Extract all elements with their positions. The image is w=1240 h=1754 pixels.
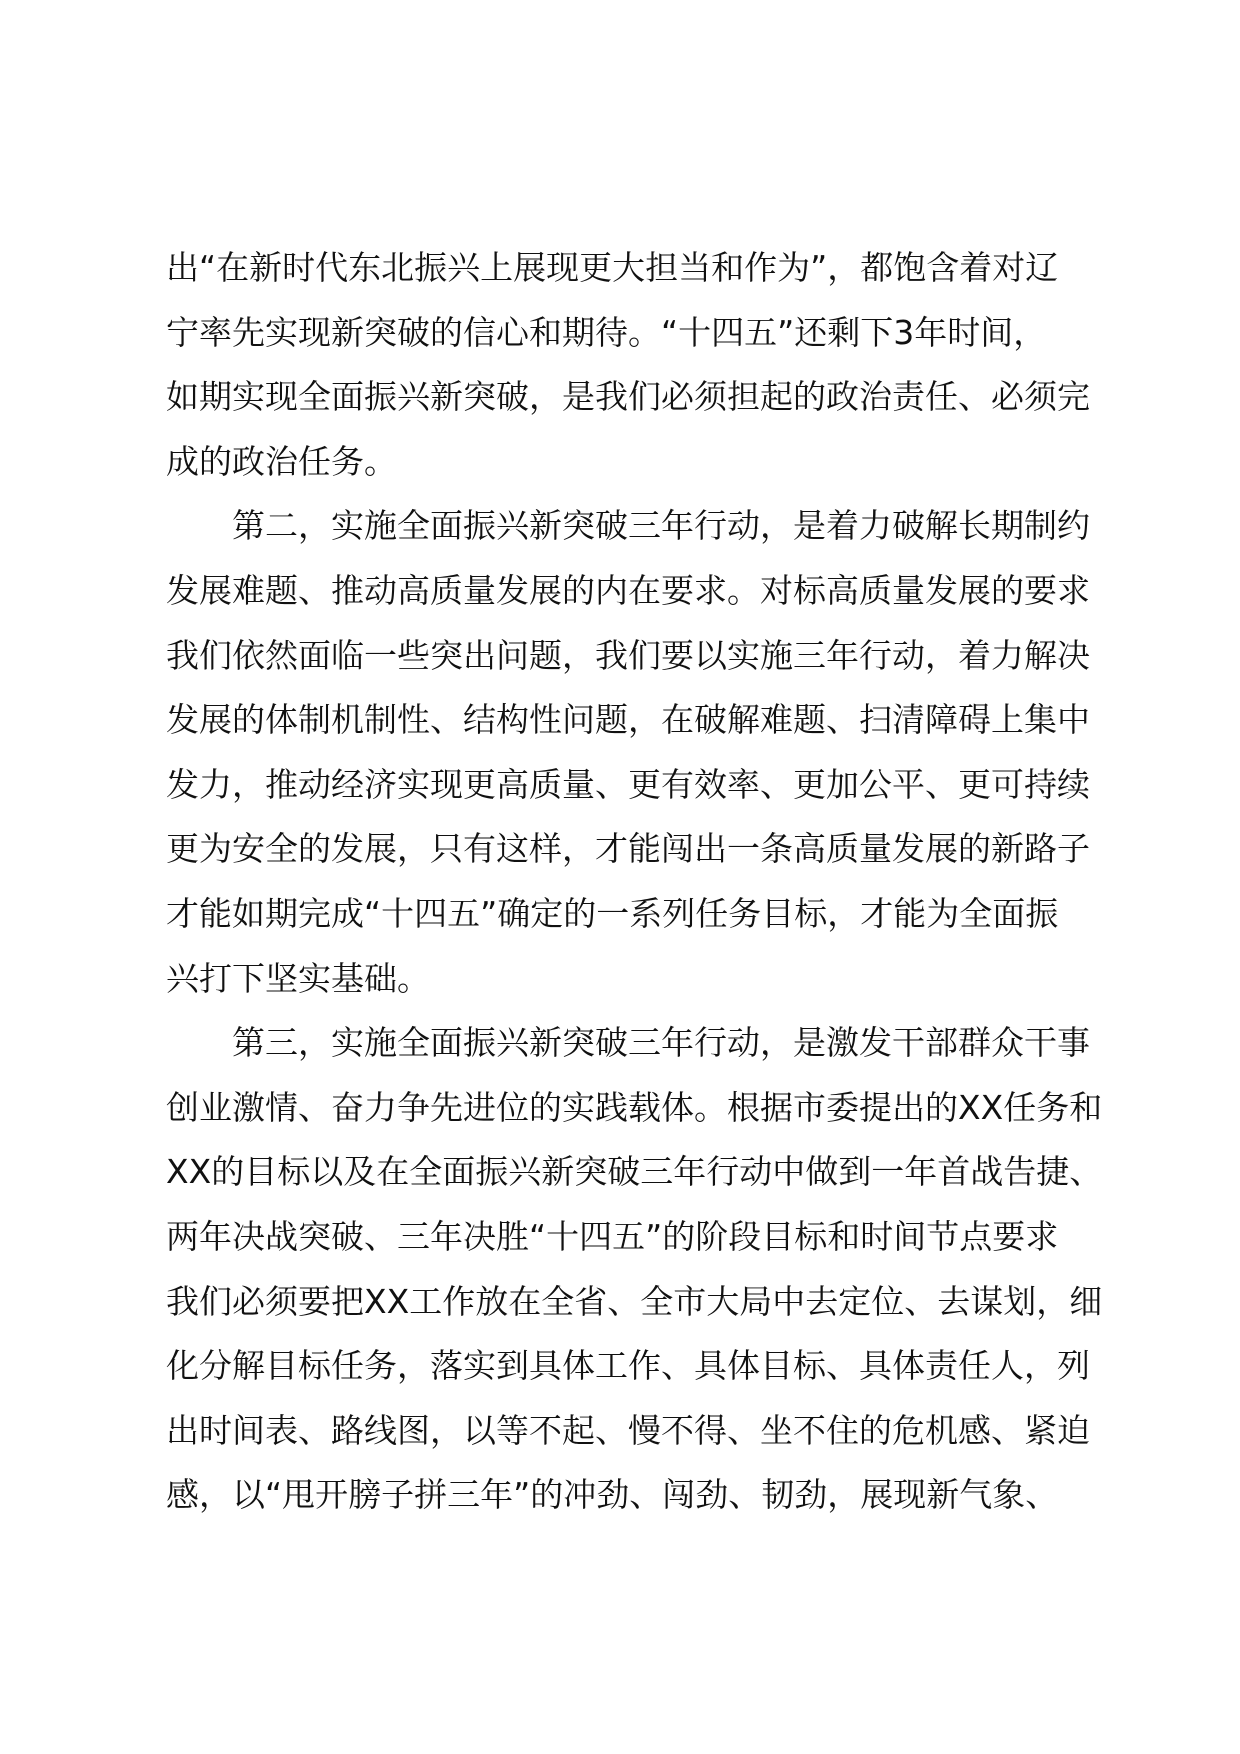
- paragraph-first-line: 第二，实施全面振兴新突破三年行动，是着力破解长期制约: [232, 506, 1090, 546]
- text-line: 才能如期完成“十四五”确定的一系列任务目标，才能为全面振: [166, 893, 1059, 933]
- text-line: 兴打下坚实基础。: [166, 958, 430, 998]
- text-line: 成的政治任务。: [166, 441, 397, 481]
- text-line: 我们依然面临一些突出问题，我们要以实施三年行动，着力解决: [166, 635, 1090, 675]
- text-line: 感，以“甩开膀子拼三年”的冲劲、闯劲、韧劲，展现新气象、: [166, 1475, 1059, 1515]
- text-line: 我们必须要把XX工作放在全省、全市大局中去定位、去谋划，细: [166, 1281, 1103, 1321]
- text-line: 化分解目标任务，落实到具体工作、具体目标、具体责任人，列: [166, 1346, 1090, 1386]
- text-line: 更为安全的发展，只有这样，才能闯出一条高质量发展的新路子: [166, 829, 1090, 869]
- text-line: 出“在新时代东北振兴上展现更大担当和作为”，都饱含着对辽: [166, 248, 1059, 287]
- paragraph-first-line: 第三，实施全面振兴新突破三年行动，是激发干部群众干事: [232, 1023, 1090, 1063]
- text-line: 两年决战突破、三年决胜“十四五”的阶段目标和时间节点要求: [166, 1216, 1059, 1256]
- text-line: XX的目标以及在全面振兴新突破三年行动中做到一年首战告捷、: [166, 1152, 1103, 1192]
- document-body: [166, 236, 1106, 1528]
- text-line: 创业激情、奋力争先进位的实践载体。根据市委提出的XX任务和: [166, 1087, 1103, 1127]
- text-line: 发展难题、推动高质量发展的内在要求。对标高质量发展的要求: [166, 570, 1090, 610]
- text-line: 出时间表、路线图，以等不起、慢不得、坐不住的危机感、紧迫: [166, 1410, 1090, 1450]
- text-line: 宁率先实现新突破的信心和期待。“十四五”还剩下3年时间，: [166, 312, 1047, 352]
- text-line: 如期实现全面振兴新突破，是我们必须担起的政治责任、必须完: [166, 377, 1090, 417]
- text-line: 发展的体制机制性、结构性问题，在破解难题、扫清障碍上集中: [166, 700, 1090, 740]
- text-line: 发力，推动经济实现更高质量、更有效率、更加公平、更可持续: [166, 764, 1090, 804]
